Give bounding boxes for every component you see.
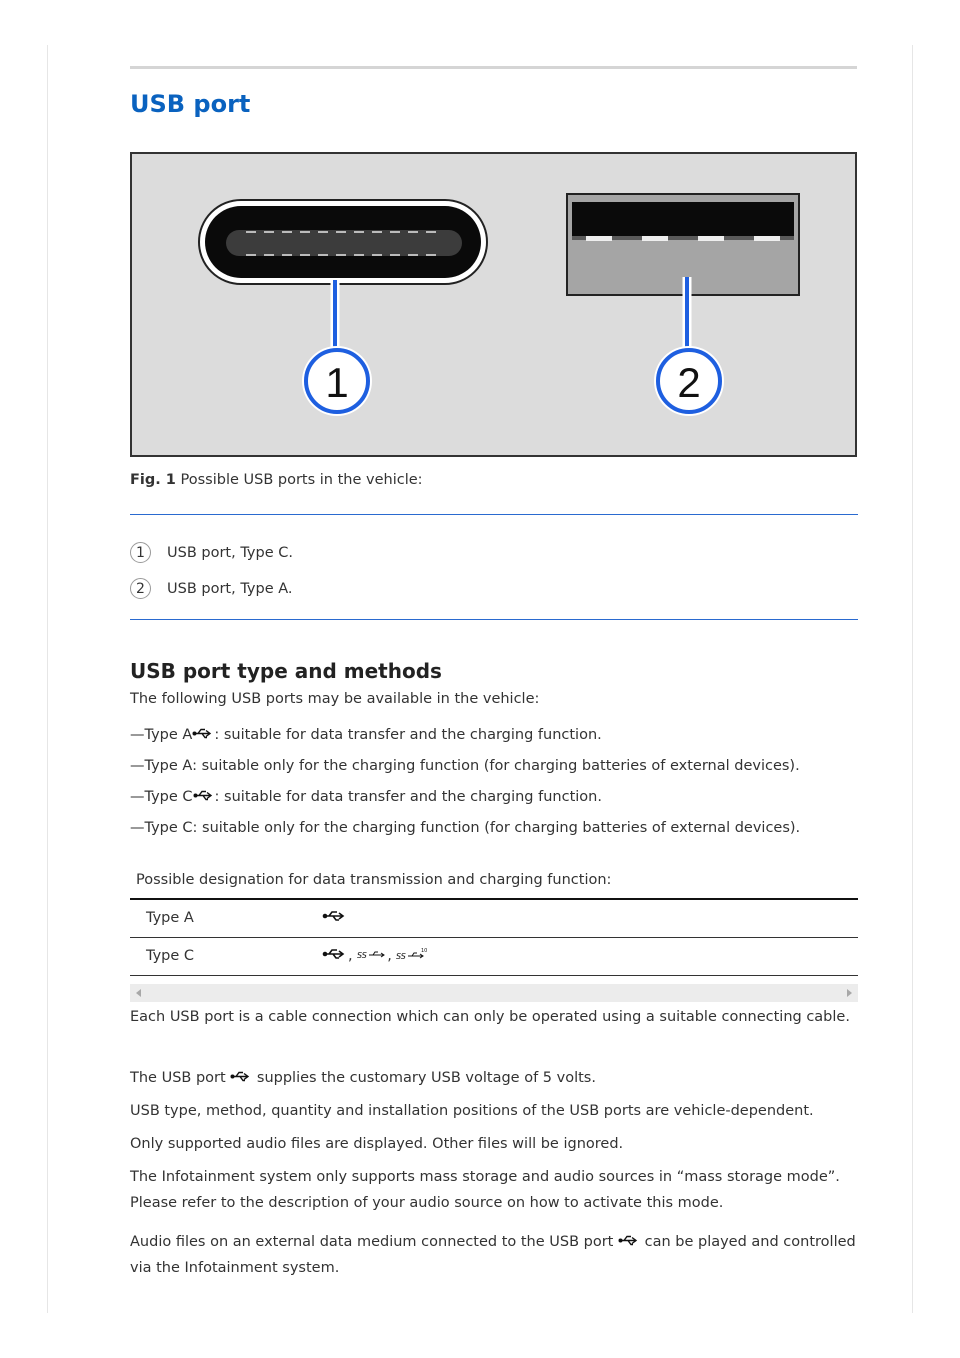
page-title: USB port: [130, 90, 251, 118]
table-cell-type: Type A: [130, 899, 306, 937]
paragraph: Each USB port is a cable connection which can only be operated using a suitable connecting cable.: [130, 1009, 850, 1025]
usb-ports-figure: [130, 152, 857, 457]
page-margin-line-right: [912, 45, 913, 1313]
list-item: —Type A: suitable only for the charging function (for charging batteries of external devices).: [130, 758, 800, 774]
usb-icon: [193, 789, 215, 805]
usb-icon: [230, 1065, 252, 1091]
table-cell-icons: [306, 899, 858, 937]
legend-text: USB port, Type A.: [167, 580, 293, 597]
legend-text: USB port, Type C.: [167, 544, 293, 561]
table-row: [130, 937, 858, 975]
figure-caption-label: Fig. 1: [130, 472, 176, 488]
designation-intro: Possible designation for data transmission and charging function:: [136, 872, 612, 888]
paragraph: The USB port supplies the customary USB voltage of 5 volts.: [130, 1065, 860, 1091]
callout-2-label: 2: [677, 359, 701, 406]
usb-icon: [618, 1229, 640, 1255]
figure-caption-text: Possible USB ports in the vehicle:: [180, 472, 423, 488]
legend-number: 1: [130, 542, 151, 563]
list-item: —Type C: suitable only for the charging function (for charging batteries of external devices).: [130, 820, 801, 836]
section-intro: The following USB ports may be available in the vehicle:: [130, 691, 540, 707]
svg-text:10: 10: [421, 948, 428, 954]
legend-item: [130, 542, 293, 563]
section-heading: USB port type and methods: [130, 659, 442, 683]
usb-icon: [322, 948, 348, 964]
legend-number: 2: [130, 578, 151, 599]
table-row: [130, 899, 858, 937]
table-horizontal-scrollbar[interactable]: [130, 984, 858, 1002]
callout-1-label: 1: [325, 359, 349, 406]
legend-top-rule: [130, 514, 858, 515]
svg-text:SS: SS: [357, 951, 368, 960]
designation-table: [130, 898, 858, 976]
table-cell-type: Type C: [130, 937, 306, 975]
usb-icon: [322, 910, 348, 926]
usb-icon: [192, 727, 214, 743]
list-item: —Type A : suitable for data transfer and the charging function.: [130, 727, 602, 743]
usb-type-c-port-illustration: [199, 200, 487, 284]
scroll-right-arrow-icon[interactable]: [847, 989, 852, 997]
list-item: —Type C : suitable for data transfer and the charging function.: [130, 789, 602, 805]
paragraph: The Infotainment system only supports mass storage and audio sources in “mass storage mode”. Please refer to the description of your audio source on how to activate this mode.: [130, 1169, 840, 1211]
paragraph: Audio files on an external data medium connected to the USB port can be played and controlled via the Infotainment system.: [130, 1229, 860, 1281]
top-rule: [130, 66, 857, 69]
svg-text:SS: SS: [396, 952, 407, 961]
usb-ss10-icon: [396, 947, 428, 965]
usb-ss-icon: [357, 948, 387, 964]
paragraph: USB type, method, quantity and installation positions of the USB ports are vehicle-dependent.: [130, 1103, 814, 1119]
legend-bottom-rule: [130, 619, 858, 620]
scroll-left-arrow-icon[interactable]: [136, 989, 141, 997]
legend-item: [130, 578, 293, 599]
page-margin-line-left: [47, 45, 48, 1313]
table-cell-icons: , SS , SS 10: [306, 937, 858, 975]
figure-caption: [130, 472, 423, 488]
paragraph: Only supported audio files are displayed. Other files will be ignored.: [130, 1136, 624, 1152]
